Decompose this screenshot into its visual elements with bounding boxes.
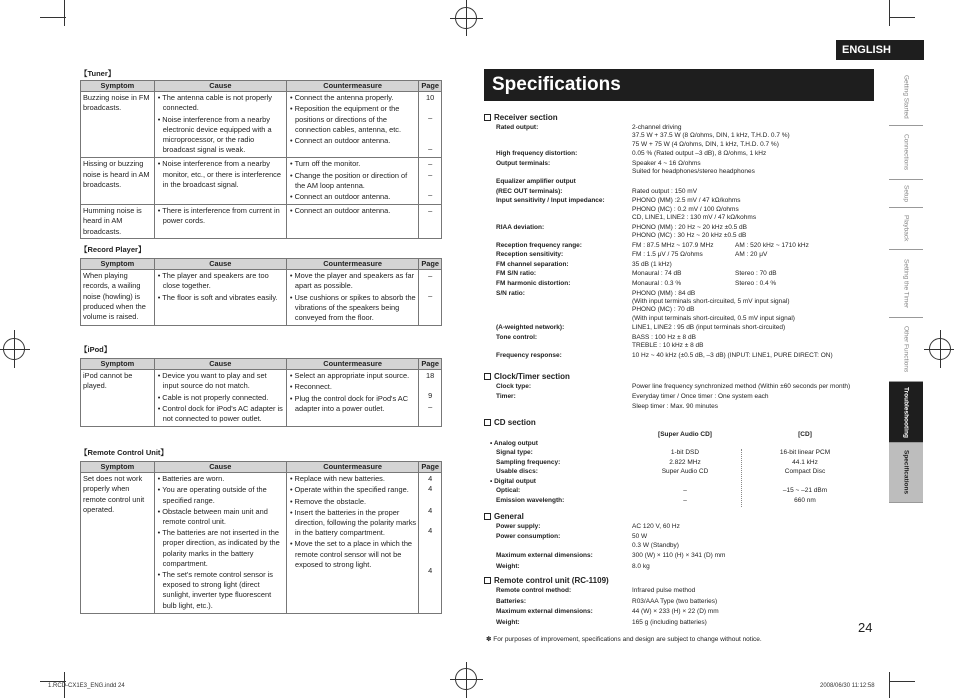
crop-mark bbox=[889, 0, 890, 26]
spec-value: Stereo : 70 dB bbox=[735, 270, 777, 278]
spec-value: Infrared pulse method bbox=[632, 587, 696, 594]
side-tab-playback[interactable] bbox=[889, 208, 923, 250]
countermeasure-item: • Use cushions or spikes to absorb the vibrations of the speakers being conveyed from the floor. bbox=[289, 293, 416, 324]
spec-value: Monaural : 74 dB bbox=[632, 270, 682, 278]
crop-mark bbox=[889, 17, 915, 18]
col-header-page: Page bbox=[419, 462, 442, 473]
cause-item: • You are operating outside of the specified range. bbox=[157, 485, 284, 505]
spec-label: Equalizer amplifier output bbox=[496, 178, 576, 185]
spec-value: AM : 20 μV bbox=[735, 251, 768, 259]
cause-item: • There is interference from current in power cords. bbox=[157, 206, 284, 226]
side-tab-setup[interactable] bbox=[889, 180, 923, 208]
record-player-table bbox=[80, 258, 442, 326]
spec-value-sacd: – bbox=[683, 496, 687, 504]
spec-value: 44 (W) × 233 (H) × 22 (D) mm bbox=[632, 608, 719, 615]
countermeasure-item: • Turn off the monitor. bbox=[289, 159, 416, 169]
cause-item: • Noise interference from a nearby monitor, etc., or there is interference in the broadcast signal. bbox=[157, 159, 284, 190]
col-header-cause: Cause bbox=[154, 359, 286, 370]
record-player-section-title: 【Record Player】 bbox=[80, 245, 146, 254]
spec-label: RIAA deviation: bbox=[496, 223, 545, 231]
symptom-cell: iPod cannot be played. bbox=[81, 370, 155, 427]
cause-item: • Noise interference from a nearby electronic device equipped with a microprocessor, or the radio broadcast signal is weak. bbox=[157, 115, 284, 156]
page-ref: – bbox=[428, 113, 433, 123]
table-row bbox=[81, 473, 442, 614]
clock-section-title: Clock/Timer section bbox=[484, 372, 570, 381]
footnote: ✽ For purposes of improvement, specifications and design are subject to change without notice. bbox=[486, 636, 762, 643]
spec-value: (With input terminals short-circuited, 5 mV input signal) bbox=[632, 298, 790, 305]
countermeasure-item: • Insert the batteries in the proper direction, following the polarity marks in the battery compartment. bbox=[289, 508, 416, 539]
page-ref: – bbox=[428, 169, 433, 179]
page-ref: 4 bbox=[428, 474, 433, 484]
crop-mark bbox=[64, 0, 65, 26]
cause-item: • The antenna cable is not properly connected. bbox=[157, 93, 284, 113]
cause-item: • The set's remote control sensor is exposed to strong light (direct sunlight, inverter type fluorescent bulb light, etc.). bbox=[157, 570, 284, 611]
col-header-countermeasure: Countermeasure bbox=[286, 359, 418, 370]
page-ref: – bbox=[428, 291, 433, 301]
registration-mark bbox=[450, 18, 483, 19]
spec-value: (With input terminals short-circuited, 0.5 mV input signal) bbox=[632, 314, 795, 322]
col-header-countermeasure: Countermeasure bbox=[286, 259, 418, 270]
page-ref: 4 bbox=[428, 505, 433, 515]
side-tab-troubleshooting[interactable] bbox=[889, 382, 923, 443]
col-header-page: Page bbox=[419, 259, 442, 270]
table-row bbox=[81, 92, 442, 158]
tuner-table bbox=[80, 80, 442, 239]
spec-value-cd: 44.1 kHz bbox=[792, 458, 818, 466]
spec-label: Frequency response: bbox=[496, 352, 562, 359]
spec-value: FM : 1.5 μV / 75 Ω/ohms bbox=[632, 251, 703, 259]
spec-value: CD, LINE1, LINE2 : 130 mV / 47 kΩ/kohms bbox=[632, 214, 757, 221]
spec-value: Sleep timer : Max. 90 minutes bbox=[632, 402, 718, 410]
side-tab-label: Playback bbox=[902, 215, 910, 242]
countermeasure-item: • Select an appropriate input source. bbox=[289, 371, 416, 381]
spec-value: R03/AAA Type (two batteries) bbox=[632, 597, 718, 605]
spec-value: 8.0 kg bbox=[632, 562, 650, 570]
spec-label: Tone control: bbox=[496, 334, 538, 341]
spec-label: Maximum external dimensions: bbox=[496, 552, 593, 560]
col-header-symptom: Symptom bbox=[81, 259, 155, 270]
cause-item: • Cable is not properly connected. bbox=[157, 393, 284, 403]
col-header-cause: Cause bbox=[154, 81, 286, 92]
spec-label: Sampling frequency: bbox=[496, 458, 561, 466]
spec-value: PHONO (MC) : 0.2 mV / 100 Ω/ohms bbox=[632, 205, 739, 213]
countermeasure-item: • Connect an outdoor antenna. bbox=[289, 136, 416, 146]
side-tab-specifications[interactable] bbox=[889, 443, 923, 503]
countermeasure-item: • Move the player and speakers as far apart as possible. bbox=[289, 271, 416, 291]
page-ref: 4 bbox=[428, 484, 433, 494]
spec-label: Timer: bbox=[496, 393, 516, 401]
spec-label: Rated output: bbox=[496, 124, 539, 131]
spec-value-sacd: – bbox=[683, 487, 687, 494]
spec-value: FM : 87.5 MHz ~ 107.9 MHz bbox=[632, 241, 714, 249]
spec-value: Rated output : 150 mV bbox=[632, 187, 698, 195]
remote-section-title: 【Remote Control Unit】 bbox=[80, 448, 168, 457]
cause-item: • The floor is soft and vibrates easily. bbox=[157, 293, 284, 303]
spec-label: Remote control method: bbox=[496, 587, 572, 594]
table-row bbox=[81, 158, 442, 205]
general-section-title: General bbox=[484, 512, 524, 521]
spec-value: 37.5 W + 37.5 W (8 Ω/ohms, DIN, 1 kHz, T.H.D. 0.7 %) bbox=[632, 132, 790, 140]
spec-label: Weight: bbox=[496, 562, 520, 570]
cd-col-header-sacd: [Super Audio CD] bbox=[658, 431, 712, 438]
spec-label: Signal type: bbox=[496, 449, 533, 456]
side-tab-label: Getting Started bbox=[902, 74, 910, 119]
page-ref: 4 bbox=[428, 566, 433, 576]
symptom-cell: When playing records, a wailing noise (howling) is produced when the volume is raised. bbox=[81, 270, 155, 326]
cd-digital-label: • Digital output bbox=[490, 478, 536, 485]
spec-value: 165 g (including batteries) bbox=[632, 618, 707, 626]
ipod-section-title: 【iPod】 bbox=[80, 345, 112, 354]
side-tab-label: Setting the Timer bbox=[902, 258, 910, 309]
receiver-section-title: Receiver section bbox=[484, 113, 558, 122]
col-header-symptom: Symptom bbox=[81, 359, 155, 370]
page-title: Specifications bbox=[484, 69, 874, 101]
spec-value: Speaker 4 ~ 16 Ω/ohms bbox=[632, 160, 701, 167]
countermeasure-item: • Reconnect. bbox=[289, 382, 416, 392]
cause-item: • Obstacle between main unit and remote control unit. bbox=[157, 507, 284, 527]
note-icon: ✽ bbox=[486, 636, 494, 643]
side-tab-setting-the-timer[interactable] bbox=[889, 250, 923, 318]
side-tab-label: Connections bbox=[902, 134, 910, 171]
cause-item: • Control dock for iPod's AC adapter is not connected to power outlet. bbox=[157, 404, 284, 424]
spec-label: FM channel separation: bbox=[496, 260, 569, 268]
side-tab-label: Specifications bbox=[902, 450, 910, 495]
spec-value: 10 Hz ~ 40 kHz (±0.5 dB, –3 dB) (INPUT: LINE1, PURE DIRECT: ON) bbox=[632, 352, 833, 359]
spec-value: Power line frequency synchronized method (Within ±60 seconds per month) bbox=[632, 383, 851, 390]
spec-value: Monaural : 0.3 % bbox=[632, 280, 682, 287]
spec-label: High frequency distortion: bbox=[496, 150, 578, 158]
ipod-table bbox=[80, 358, 442, 427]
cd-col-header-cd: [CD] bbox=[798, 431, 812, 438]
spec-value-sacd: Super Audio CD bbox=[661, 468, 709, 475]
registration-mark bbox=[450, 679, 483, 680]
crop-mark bbox=[40, 17, 66, 18]
countermeasure-item: • Reposition the equipment or the positions or directions of the connection cables, antenna, etc. bbox=[289, 104, 416, 135]
crop-mark bbox=[889, 681, 915, 682]
spec-value-sacd: 1-bit DSD bbox=[670, 449, 700, 456]
spec-value: AM : 520 kHz ~ 1710 kHz bbox=[735, 241, 809, 249]
symptom-cell: Hissing or buzzing noise is heard in AM broadcasts. bbox=[81, 158, 155, 205]
crop-mark bbox=[40, 681, 66, 682]
countermeasure-item: • Remove the obstacle. bbox=[289, 497, 416, 507]
spec-label: Output terminals: bbox=[496, 160, 551, 167]
spec-label: (A-weighted network): bbox=[496, 324, 565, 332]
col-header-countermeasure: Countermeasure bbox=[287, 81, 419, 92]
col-header-countermeasure: Countermeasure bbox=[286, 462, 418, 473]
spec-value: PHONO (MM) :2.5 mV / 47 kΩ/kohms bbox=[632, 197, 741, 205]
checkbox-icon bbox=[484, 513, 491, 520]
spec-value: 300 (W) × 110 (H) × 341 (D) mm bbox=[632, 552, 726, 560]
page-ref: 9 bbox=[428, 391, 433, 401]
col-header-cause: Cause bbox=[154, 259, 286, 270]
side-tab-label: Troubleshooting bbox=[902, 386, 910, 438]
spec-label: Optical: bbox=[496, 487, 521, 494]
page-ref: – bbox=[428, 159, 433, 169]
symptom-cell: Buzzing noise in FM broadcasts. bbox=[81, 92, 155, 158]
spec-label: FM harmonic distortion: bbox=[496, 280, 571, 287]
cause-item: • The player and speakers are too close together. bbox=[157, 271, 284, 291]
cause-item: • Batteries are worn. bbox=[157, 474, 284, 484]
page-ref: – bbox=[428, 143, 433, 153]
cause-item: • Device you want to play and set input source do not match. bbox=[157, 371, 284, 391]
page-ref: 18 bbox=[426, 371, 435, 381]
spec-label: Input sensitivity / Input impedance: bbox=[496, 197, 605, 205]
side-tab-getting-started[interactable] bbox=[889, 68, 923, 126]
spec-label: FM S/N ratio: bbox=[496, 270, 537, 278]
spec-label: Batteries: bbox=[496, 597, 526, 605]
registration-mark bbox=[924, 349, 954, 350]
col-header-cause: Cause bbox=[154, 462, 286, 473]
spec-value: 50 W bbox=[632, 533, 648, 541]
page-number: 24 bbox=[858, 620, 873, 635]
spec-label: Reception sensitivity: bbox=[496, 251, 564, 259]
remote-table bbox=[80, 461, 442, 614]
spec-value: Everyday timer / Once timer : One system each bbox=[632, 393, 769, 401]
table-row bbox=[81, 270, 442, 326]
spec-value-cd: 660 nm bbox=[794, 496, 816, 504]
table-row bbox=[81, 205, 442, 239]
page-ref: – bbox=[428, 401, 433, 411]
countermeasure-item: • Connect the antenna properly. bbox=[289, 93, 416, 103]
spec-value: 0.3 W (Standby) bbox=[632, 542, 679, 550]
spec-value: 2-channel driving bbox=[632, 124, 682, 131]
spec-value-cd: –15 ~ –21 dBm bbox=[782, 487, 828, 494]
checkbox-icon bbox=[484, 577, 491, 584]
spec-label: Power supply: bbox=[496, 523, 541, 530]
spec-value: PHONO (MM) : 20 Hz ~ 20 kHz ±0.5 dB bbox=[632, 223, 748, 231]
checkbox-icon bbox=[484, 419, 491, 426]
spec-label: Reception frequency range: bbox=[496, 241, 582, 249]
spec-label: Maximum external dimensions: bbox=[496, 608, 593, 615]
page-ref: – bbox=[428, 189, 433, 199]
cd-section-title: CD section bbox=[484, 418, 536, 427]
language-label: ENGLISH bbox=[836, 40, 924, 60]
spec-value: 75 W + 75 W (4 Ω/ohms, DIN, 1 kHz, T.H.D. 0.7 %) bbox=[632, 140, 779, 148]
table-row bbox=[81, 370, 442, 427]
countermeasure-item: • Connect an outdoor antenna. bbox=[289, 206, 416, 216]
remote-spec-section-title: Remote control unit (RC-1109) bbox=[484, 576, 609, 585]
countermeasure-item: • Change the position or direction of the AM loop antenna. bbox=[289, 171, 416, 191]
spec-value: PHONO (MC) : 70 dB bbox=[632, 306, 695, 314]
side-tab-connections[interactable] bbox=[889, 126, 923, 180]
spec-label: S/N ratio: bbox=[496, 289, 525, 297]
spec-label: Power consumption: bbox=[496, 533, 561, 541]
spec-label: Emission wavelength: bbox=[496, 496, 565, 504]
spec-value: Stereo : 0.4 % bbox=[735, 280, 777, 287]
col-header-page: Page bbox=[419, 359, 442, 370]
countermeasure-item: • Connect an outdoor antenna. bbox=[289, 192, 416, 202]
col-header-page: Page bbox=[419, 81, 442, 92]
countermeasure-item: • Replace with new batteries. bbox=[289, 474, 416, 484]
page-ref: – bbox=[428, 271, 433, 281]
crop-mark bbox=[889, 672, 890, 698]
spec-value: AC 120 V, 60 Hz bbox=[632, 523, 680, 530]
spec-value: BASS : 100 Hz ± 8 dB bbox=[632, 334, 696, 341]
side-tab-label: Other Functions bbox=[902, 326, 910, 373]
countermeasure-item: • Operate within the specified range. bbox=[289, 485, 416, 495]
countermeasure-item: • Move the set to a place in which the remote control sensor will not be exposed to strong light. bbox=[289, 539, 416, 570]
checkbox-icon bbox=[484, 373, 491, 380]
spec-value-cd: Compact Disc bbox=[784, 468, 826, 475]
checkbox-icon bbox=[484, 114, 491, 121]
spec-label: Weight: bbox=[496, 618, 520, 626]
page-ref: 10 bbox=[426, 93, 435, 103]
spec-value: PHONO (MM) : 84 dB bbox=[632, 289, 696, 297]
col-header-symptom: Symptom bbox=[81, 462, 155, 473]
cause-item: • The batteries are not inserted in the proper direction, as indicated by the polarity marks in the battery compartment. bbox=[157, 528, 284, 569]
spec-value-sacd: 2.822 MHz bbox=[669, 458, 701, 466]
footer-file: 1.RCD-CX1E3_ENG.indd 24 bbox=[48, 683, 125, 689]
side-tab-other-functions[interactable] bbox=[889, 318, 923, 382]
tuner-section-title: 【Tuner】 bbox=[80, 69, 116, 78]
spec-value: 0.05 % (Rated output –3 dB), 8 Ω/ohms, 1 kHz bbox=[632, 150, 767, 158]
side-tab-label: Setup bbox=[902, 185, 910, 202]
footer-date: 2008/06/30 11:12:58 bbox=[820, 683, 875, 689]
spec-value: PHONO (MC) : 30 Hz ~ 20 kHz ±0.5 dB bbox=[632, 232, 747, 239]
spec-value-cd: 16-bit linear PCM bbox=[779, 449, 831, 456]
page-ref: 4 bbox=[428, 525, 433, 535]
col-header-symptom: Symptom bbox=[81, 81, 155, 92]
spec-label: Clock type: bbox=[496, 383, 532, 390]
symptom-cell: Set does not work properly when remote control unit operated. bbox=[81, 473, 155, 614]
registration-mark bbox=[0, 349, 30, 350]
spec-value: 35 dB (1 kHz) bbox=[632, 260, 672, 268]
spec-value: TREBLE : 10 kHz ± 8 dB bbox=[632, 342, 704, 350]
registration-mark bbox=[466, 662, 467, 698]
column-divider bbox=[741, 449, 742, 507]
symptom-cell: Humming noise is heard in AM broadcasts. bbox=[81, 205, 155, 239]
page-ref: – bbox=[428, 206, 433, 216]
spec-label: (REC OUT terminals): bbox=[496, 187, 563, 195]
countermeasure-item: • Plug the control dock for iPod's AC adapter into a power outlet. bbox=[289, 394, 416, 414]
spec-value: Suited for headphones/stereo headphones bbox=[632, 168, 755, 176]
spec-label: Usable discs: bbox=[496, 468, 538, 475]
spec-value: LINE1, LINE2 : 95 dB (input terminals short-circuited) bbox=[632, 324, 786, 332]
cd-analog-label: • Analog output bbox=[490, 440, 538, 447]
